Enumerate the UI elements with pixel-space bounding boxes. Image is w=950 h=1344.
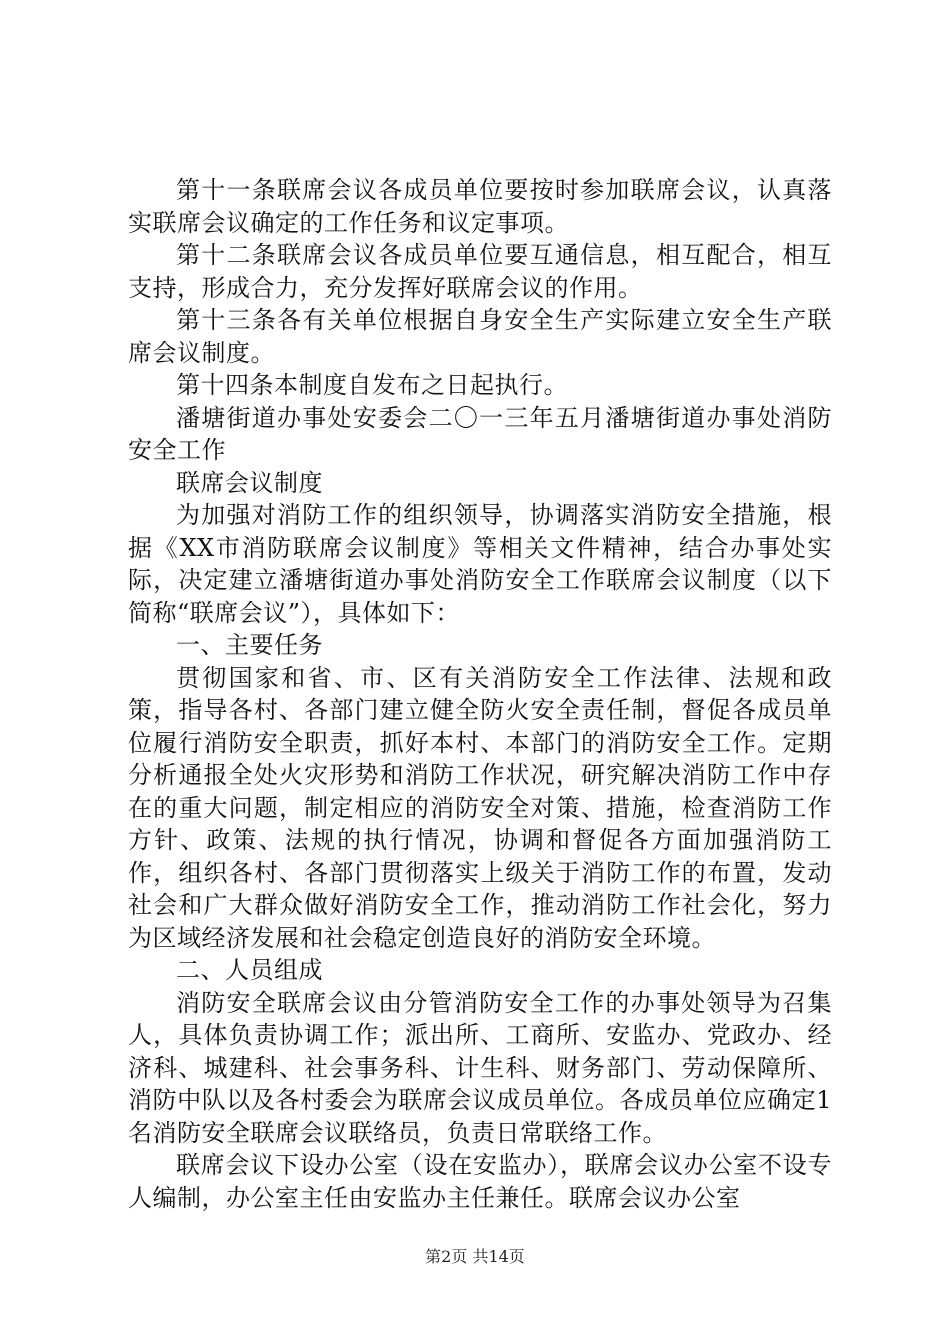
paragraph-article-13: 第十三条各有关单位根据自身安全生产实际建立安全生产联席会议制度。 xyxy=(128,306,832,367)
paragraph-issuer-line: 潘塘街道办事处安委会二〇一三年五月潘塘街道办事处消防安全工作 xyxy=(128,403,832,464)
document-body xyxy=(128,174,832,1214)
page-number-footer: 第2页 共14页 xyxy=(425,1247,525,1266)
heading-main-tasks: 一、主要任务 xyxy=(176,631,323,659)
paragraph-office: 联席会议下设办公室（设在安监办），联席会议办公室不设专人编制，办公室主任由安监办主任兼任。联席会议办公室 xyxy=(128,1151,832,1212)
paragraph-intro: 为加强对消防工作的组织领导，协调落实消防安全措施，根据《XX市消防联席会议制度》等相关文件精神，结合办事处实际，决定建立潘塘街道办事处消防安全工作联席会议制度（以下简称“联席会议”），具体如下： xyxy=(128,501,832,627)
paragraph-personnel: 消防安全联席会议由分管消防安全工作的办事处领导为召集人，具体负责协调工作；派出所、工商所、安监办、党政办、经济科、城建科、社会事务科、计生科、财务部门、劳动保障所、消防中队以及各村委会为联席会议成员单位。各成员单位应确定1名消防安全联席会议联络员，负责日常联络工作。 xyxy=(128,988,832,1147)
paragraph-article-11: 第十一条联席会议各成员单位要按时参加联席会议，认真落实联席会议确定的工作任务和议定事项。 xyxy=(128,176,832,237)
paragraph-article-12: 第十二条联席会议各成员单位要互通信息，相互配合，相互支持，形成合力，充分发挥好联席会议的作用。 xyxy=(128,241,832,302)
section-title: 联席会议制度 xyxy=(176,468,323,497)
paragraph-main-tasks: 贯彻国家和省、市、区有关消防安全工作法律、法规和政策，指导各村、各部门建立健全防火安全责任制，督促各成员单位履行消防安全职责，抓好本村、本部门的消防安全工作。定期分析通报全处火灾形势和消防工作状况，研究解决消防工作中存在的重大问题，制定相应的消防安全对策、措施，检查消防工作方针、政策、法规的执行情况，协调和督促各方面加强消防工作，组织各村、各部门贯彻落实上级关于消防工作的布置，发动社会和广大群众做好消防安全工作，推动消防工作社会化，努力为区域经济发展和社会稳定创造良好的消防安全环境。 xyxy=(128,663,832,952)
paragraph-article-14: 第十四条本制度自发布之日起执行。 xyxy=(176,371,568,399)
heading-personnel: 二、人员组成 xyxy=(176,956,323,984)
